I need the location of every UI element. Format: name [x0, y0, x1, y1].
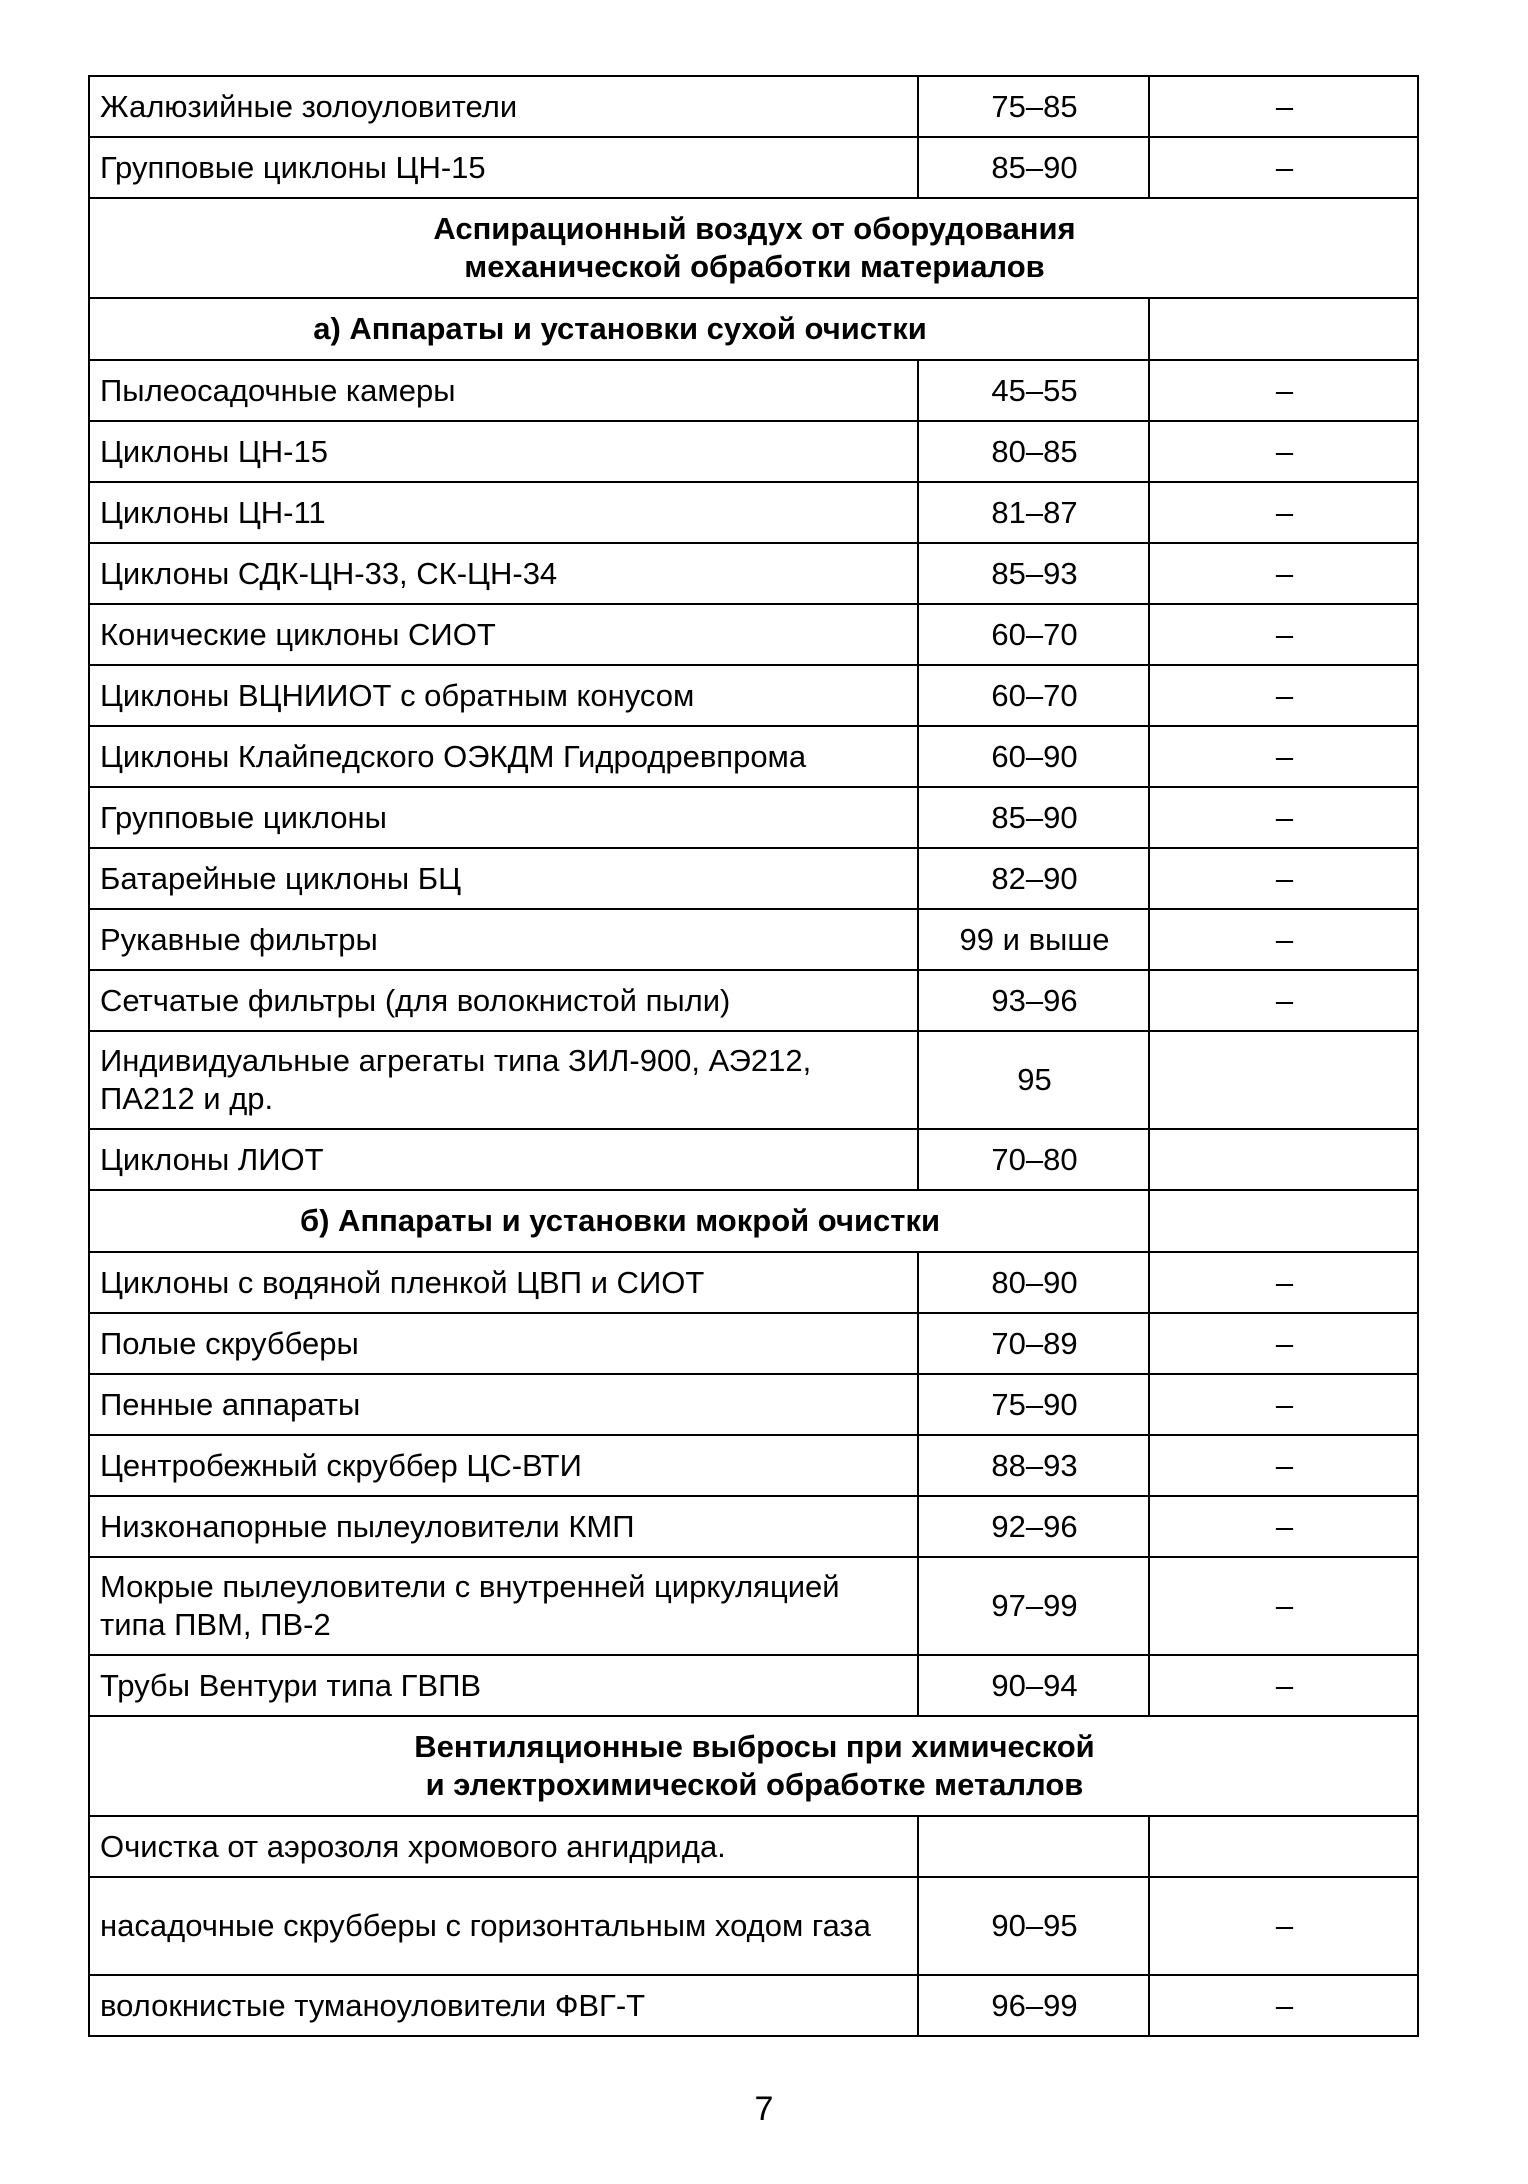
apparatus-name: Мокрые пылеуловители с внутренней циркуляцией типа ПВМ, ПВ-2 — [89, 1557, 918, 1655]
table-row — [89, 1496, 1418, 1557]
efficiency-value: 45–55 — [918, 360, 1149, 421]
section-header — [89, 1716, 1418, 1816]
efficiency-value: 96–99 — [918, 1975, 1149, 2036]
section-header-line: Вентиляционные выбросы при химической — [414, 1729, 1095, 1764]
section-header-line: и электрохимической обработке металлов — [425, 1767, 1084, 1802]
efficiency-value: 70–80 — [918, 1129, 1149, 1190]
table-row — [89, 137, 1418, 198]
table-row — [89, 1313, 1418, 1374]
extra-value: – — [1149, 1435, 1418, 1496]
table-row — [89, 1655, 1418, 1716]
efficiency-value: 85–90 — [918, 137, 1149, 198]
subsection-header-row — [89, 1190, 1418, 1252]
table-row — [89, 848, 1418, 909]
extra-value: – — [1149, 1975, 1418, 2036]
extra-value: – — [1149, 1313, 1418, 1374]
table-row — [89, 360, 1418, 421]
apparatus-name: Циклоны Клайпедского ОЭКДМ Гидродревпрома — [89, 726, 918, 787]
extra-value: – — [1149, 137, 1418, 198]
extra-value: – — [1149, 421, 1418, 482]
extra-value: – — [1149, 76, 1418, 137]
apparatus-name: Конические циклоны СИОТ — [89, 604, 918, 665]
efficiency-table — [88, 75, 1419, 2037]
efficiency-value: 75–90 — [918, 1374, 1149, 1435]
table-row — [89, 1252, 1418, 1313]
page-number: 7 — [754, 2090, 774, 2128]
efficiency-value — [918, 1816, 1149, 1877]
table-row — [89, 726, 1418, 787]
table-row — [89, 1031, 1418, 1129]
apparatus-name: Низконапорные пылеуловители КМП — [89, 1496, 918, 1557]
table-row — [89, 76, 1418, 137]
efficiency-value: 70–89 — [918, 1313, 1149, 1374]
efficiency-value: 85–90 — [918, 787, 1149, 848]
subsection-header-row — [89, 298, 1418, 360]
table-row — [89, 1877, 1418, 1975]
extra-value — [1149, 1031, 1418, 1129]
apparatus-name: Пылеосадочные камеры — [89, 360, 918, 421]
apparatus-name: Циклоны ЦН-11 — [89, 482, 918, 543]
section-header-line: механической обработки материалов — [464, 249, 1045, 284]
efficiency-value: 80–85 — [918, 421, 1149, 482]
efficiency-value: 81–87 — [918, 482, 1149, 543]
efficiency-value: 80–90 — [918, 1252, 1149, 1313]
extra-value: – — [1149, 1252, 1418, 1313]
apparatus-name: Индивидуальные агрегаты типа ЗИЛ-900, АЭ212, ПА212 и др. — [89, 1031, 918, 1129]
efficiency-value: 90–95 — [918, 1877, 1149, 1975]
efficiency-value: 75–85 — [918, 76, 1149, 137]
efficiency-value: 95 — [918, 1031, 1149, 1129]
table-row — [89, 543, 1418, 604]
apparatus-name: Циклоны ЦН-15 — [89, 421, 918, 482]
apparatus-name: Циклоны с водяной пленкой ЦВП и СИОТ — [89, 1252, 918, 1313]
apparatus-name: Групповые циклоны — [89, 787, 918, 848]
apparatus-name: волокнистые туманоуловители ФВГ-Т — [89, 1975, 918, 2036]
table-row — [89, 604, 1418, 665]
apparatus-name: Циклоны ВЦНИИОТ с обратным конусом — [89, 665, 918, 726]
subsection-header: б) Аппараты и установки мокрой очистки — [89, 1190, 1149, 1252]
apparatus-name: Циклоны СДК-ЦН-33, СК-ЦН-34 — [89, 543, 918, 604]
extra-value: – — [1149, 482, 1418, 543]
table-row — [89, 787, 1418, 848]
empty-cell — [1149, 298, 1418, 360]
extra-value: – — [1149, 909, 1418, 970]
extra-value: – — [1149, 726, 1418, 787]
extra-value: – — [1149, 543, 1418, 604]
apparatus-name: Батарейные циклоны БЦ — [89, 848, 918, 909]
table-row — [89, 421, 1418, 482]
table-row — [89, 1129, 1418, 1190]
section-header — [89, 198, 1418, 298]
apparatus-name: Сетчатые фильтры (для волокнистой пыли) — [89, 970, 918, 1031]
extra-value: – — [1149, 787, 1418, 848]
efficiency-value: 85–93 — [918, 543, 1149, 604]
efficiency-value: 97–99 — [918, 1557, 1149, 1655]
empty-cell — [1149, 1190, 1418, 1252]
table-row — [89, 482, 1418, 543]
apparatus-name: Полые скрубберы — [89, 1313, 918, 1374]
efficiency-value: 90–94 — [918, 1655, 1149, 1716]
table-row — [89, 665, 1418, 726]
efficiency-value: 88–93 — [918, 1435, 1149, 1496]
apparatus-name: насадочные скрубберы с горизонтальным ходом газа — [89, 1877, 918, 1975]
table-row — [89, 1975, 1418, 2036]
extra-value: – — [1149, 1877, 1418, 1975]
apparatus-name: Рукавные фильтры — [89, 909, 918, 970]
section-header-row — [89, 1716, 1418, 1816]
extra-value — [1149, 1129, 1418, 1190]
efficiency-value: 82–90 — [918, 848, 1149, 909]
section-header-row — [89, 198, 1418, 298]
extra-value: – — [1149, 1655, 1418, 1716]
efficiency-value: 60–70 — [918, 604, 1149, 665]
section-header-line: Аспирационный воздух от оборудования — [433, 211, 1076, 246]
extra-value: – — [1149, 360, 1418, 421]
apparatus-name: Жалюзийные золоуловители — [89, 76, 918, 137]
extra-value: – — [1149, 665, 1418, 726]
subsection-header: а) Аппараты и установки сухой очистки — [89, 298, 1149, 360]
apparatus-name: Трубы Вентури типа ГВПВ — [89, 1655, 918, 1716]
table-row — [89, 1816, 1418, 1877]
table-row — [89, 1374, 1418, 1435]
efficiency-value: 99 и выше — [918, 909, 1149, 970]
table-row — [89, 1557, 1418, 1655]
apparatus-name: Очистка от аэрозоля хромового ангидрида. — [89, 1816, 918, 1877]
apparatus-name: Пенные аппараты — [89, 1374, 918, 1435]
extra-value — [1149, 1816, 1418, 1877]
efficiency-value: 93–96 — [918, 970, 1149, 1031]
apparatus-name: Центробежный скруббер ЦС-ВТИ — [89, 1435, 918, 1496]
efficiency-value: 60–90 — [918, 726, 1149, 787]
extra-value: – — [1149, 848, 1418, 909]
table-row — [89, 1435, 1418, 1496]
table-row — [89, 970, 1418, 1031]
efficiency-value: 92–96 — [918, 1496, 1149, 1557]
efficiency-value: 60–70 — [918, 665, 1149, 726]
apparatus-name: Групповые циклоны ЦН-15 — [89, 137, 918, 198]
extra-value: – — [1149, 604, 1418, 665]
extra-value: – — [1149, 1496, 1418, 1557]
table-row — [89, 909, 1418, 970]
extra-value: – — [1149, 1557, 1418, 1655]
apparatus-name: Циклоны ЛИОТ — [89, 1129, 918, 1190]
extra-value: – — [1149, 1374, 1418, 1435]
extra-value: – — [1149, 970, 1418, 1031]
